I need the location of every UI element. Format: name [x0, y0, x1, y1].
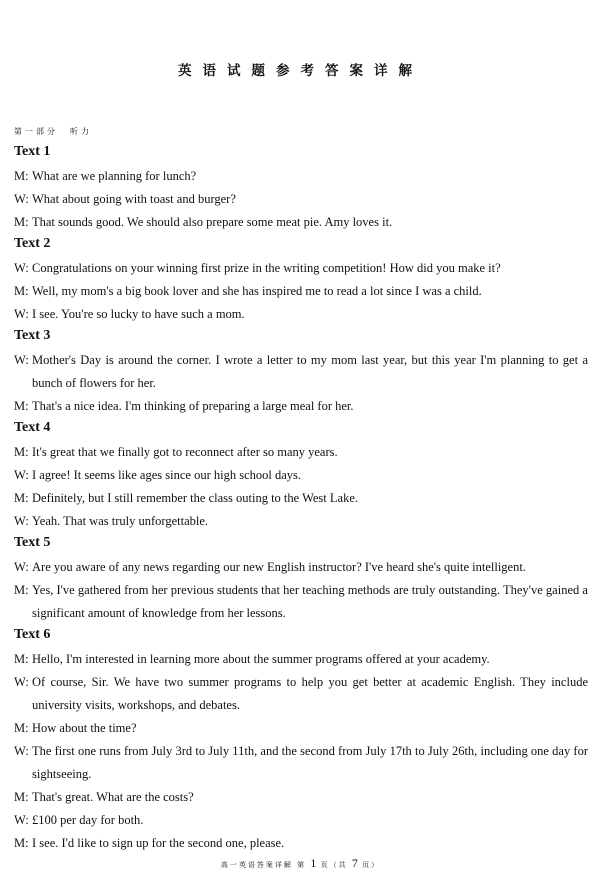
- dialogue-line: [14, 441, 588, 464]
- text-heading: Text 3: [14, 328, 51, 343]
- speaker-label: W:: [14, 744, 29, 758]
- footer-prefix: 高一英语答案详解: [220, 861, 293, 869]
- dialogue-line: [14, 786, 588, 809]
- speaker-label: M:: [14, 399, 29, 413]
- speaker-label: W:: [14, 307, 29, 321]
- speaker-label: M:: [14, 491, 29, 505]
- transcript-content: [14, 142, 588, 855]
- footer-page-pre: 第: [297, 861, 307, 869]
- dialogue-text: £100 per day for both.: [32, 813, 144, 827]
- text-heading: Text 4: [14, 420, 51, 435]
- footer-page-number: 1: [310, 856, 317, 870]
- dialogue-line: [14, 211, 588, 234]
- speaker-label: M:: [14, 790, 29, 804]
- text-block: [14, 142, 588, 234]
- dialogue-text: Well, my mom's a big book lover and she has inspired me to read a lot since I was a child.: [32, 284, 482, 298]
- dialogue-text: Yes, I've gathered from her previous students that her teaching methods are truly outstanding. They've gained a significant amount of knowledge from her lessons.: [32, 583, 588, 620]
- speaker-label: M:: [14, 721, 29, 735]
- dialogue-text: The first one runs from July 3rd to July 11th, and the second from July 17th to July 26th, including one day for sightseeing.: [32, 744, 588, 781]
- footer-page-mid: 页（共: [320, 861, 348, 869]
- dialogue-line: [14, 809, 588, 832]
- dialogue-text: Hello, I'm interested in learning more about the summer programs offered at your academy.: [32, 652, 490, 666]
- dialogue-line: [14, 257, 588, 280]
- speaker-label: M:: [14, 215, 29, 229]
- text-heading: Text 6: [14, 627, 51, 642]
- dialogue-text: How about the time?: [32, 721, 137, 735]
- speaker-label: M:: [14, 445, 29, 459]
- speaker-label: W:: [14, 192, 29, 206]
- dialogue-text: Of course, Sir. We have two summer programs to help you get better at academic English. They include university visits, workshops, and debates.: [32, 675, 588, 712]
- text-block: [14, 533, 588, 625]
- dialogue-text: What are we planning for lunch?: [32, 169, 197, 183]
- speaker-label: W:: [14, 675, 29, 689]
- dialogue-line: [14, 487, 588, 510]
- dialogue-text: That's a nice idea. I'm thinking of preparing a large meal for her.: [32, 399, 354, 413]
- dialogue-line: [14, 717, 588, 740]
- dialogue-text: I see. You're so lucky to have such a mom.: [32, 307, 245, 321]
- text-block: [14, 326, 588, 418]
- text-block: [14, 418, 588, 533]
- text-heading: Text 2: [14, 236, 51, 251]
- dialogue-text: Mother's Day is around the corner. I wrote a letter to my mom last year, but this year I'm planning to get a bunch of flowers for her.: [32, 353, 588, 390]
- dialogue-text: I see. I'd like to sign up for the second one, please.: [32, 836, 285, 850]
- speaker-label: W:: [14, 468, 29, 482]
- text-heading: Text 1: [14, 144, 51, 159]
- speaker-label: W:: [14, 560, 29, 574]
- dialogue-line: [14, 510, 588, 533]
- dialogue-text: That sounds good. We should also prepare some meat pie. Amy loves it.: [32, 215, 393, 229]
- speaker-label: W:: [14, 353, 29, 367]
- dialogue-line: [14, 648, 588, 671]
- dialogue-line: [14, 188, 588, 211]
- page-footer: [0, 856, 601, 871]
- dialogue-text: What about going with toast and burger?: [32, 192, 236, 206]
- footer-page-post: 页）: [362, 861, 381, 869]
- dialogue-line: [14, 280, 588, 303]
- dialogue-line: [14, 349, 588, 395]
- dialogue-line: [14, 395, 588, 418]
- dialogue-line: [14, 303, 588, 326]
- dialogue-text: Congratulations on your winning first prize in the writing competition! How did you make it?: [32, 261, 501, 275]
- text-block: [14, 234, 588, 326]
- page-title: 英语试题参考答案详解: [178, 63, 423, 79]
- text-block: [14, 625, 588, 855]
- speaker-label: W:: [14, 514, 29, 528]
- speaker-label: M:: [14, 836, 29, 850]
- dialogue-text: Definitely, but I still remember the class outing to the West Lake.: [32, 491, 358, 505]
- dialogue-line: [14, 671, 588, 717]
- dialogue-text: I agree! It seems like ages since our high school days.: [32, 468, 302, 482]
- speaker-label: M:: [14, 652, 29, 666]
- text-heading: Text 5: [14, 535, 51, 550]
- section-header: [14, 126, 92, 137]
- dialogue-line: [14, 464, 588, 487]
- dialogue-text: Are you aware of any news regarding our new English instructor? I've heard she's quite intelligent.: [32, 560, 526, 574]
- dialogue-line: [14, 165, 588, 188]
- footer-total-pages: 7: [351, 856, 358, 870]
- speaker-label: W:: [14, 813, 29, 827]
- section-name: 听力: [70, 127, 92, 136]
- dialogue-line: [14, 579, 588, 625]
- dialogue-line: [14, 556, 588, 579]
- dialogue-line: [14, 740, 588, 786]
- speaker-label: M:: [14, 583, 29, 597]
- speaker-label: M:: [14, 169, 29, 183]
- section-label: 第一部分: [14, 127, 58, 136]
- dialogue-text: It's great that we finally got to reconnect after so many years.: [32, 445, 338, 459]
- dialogue-text: That's great. What are the costs?: [32, 790, 194, 804]
- speaker-label: W:: [14, 261, 29, 275]
- speaker-label: M:: [14, 284, 29, 298]
- dialogue-line: [14, 832, 588, 855]
- dialogue-text: Yeah. That was truly unforgettable.: [32, 514, 209, 528]
